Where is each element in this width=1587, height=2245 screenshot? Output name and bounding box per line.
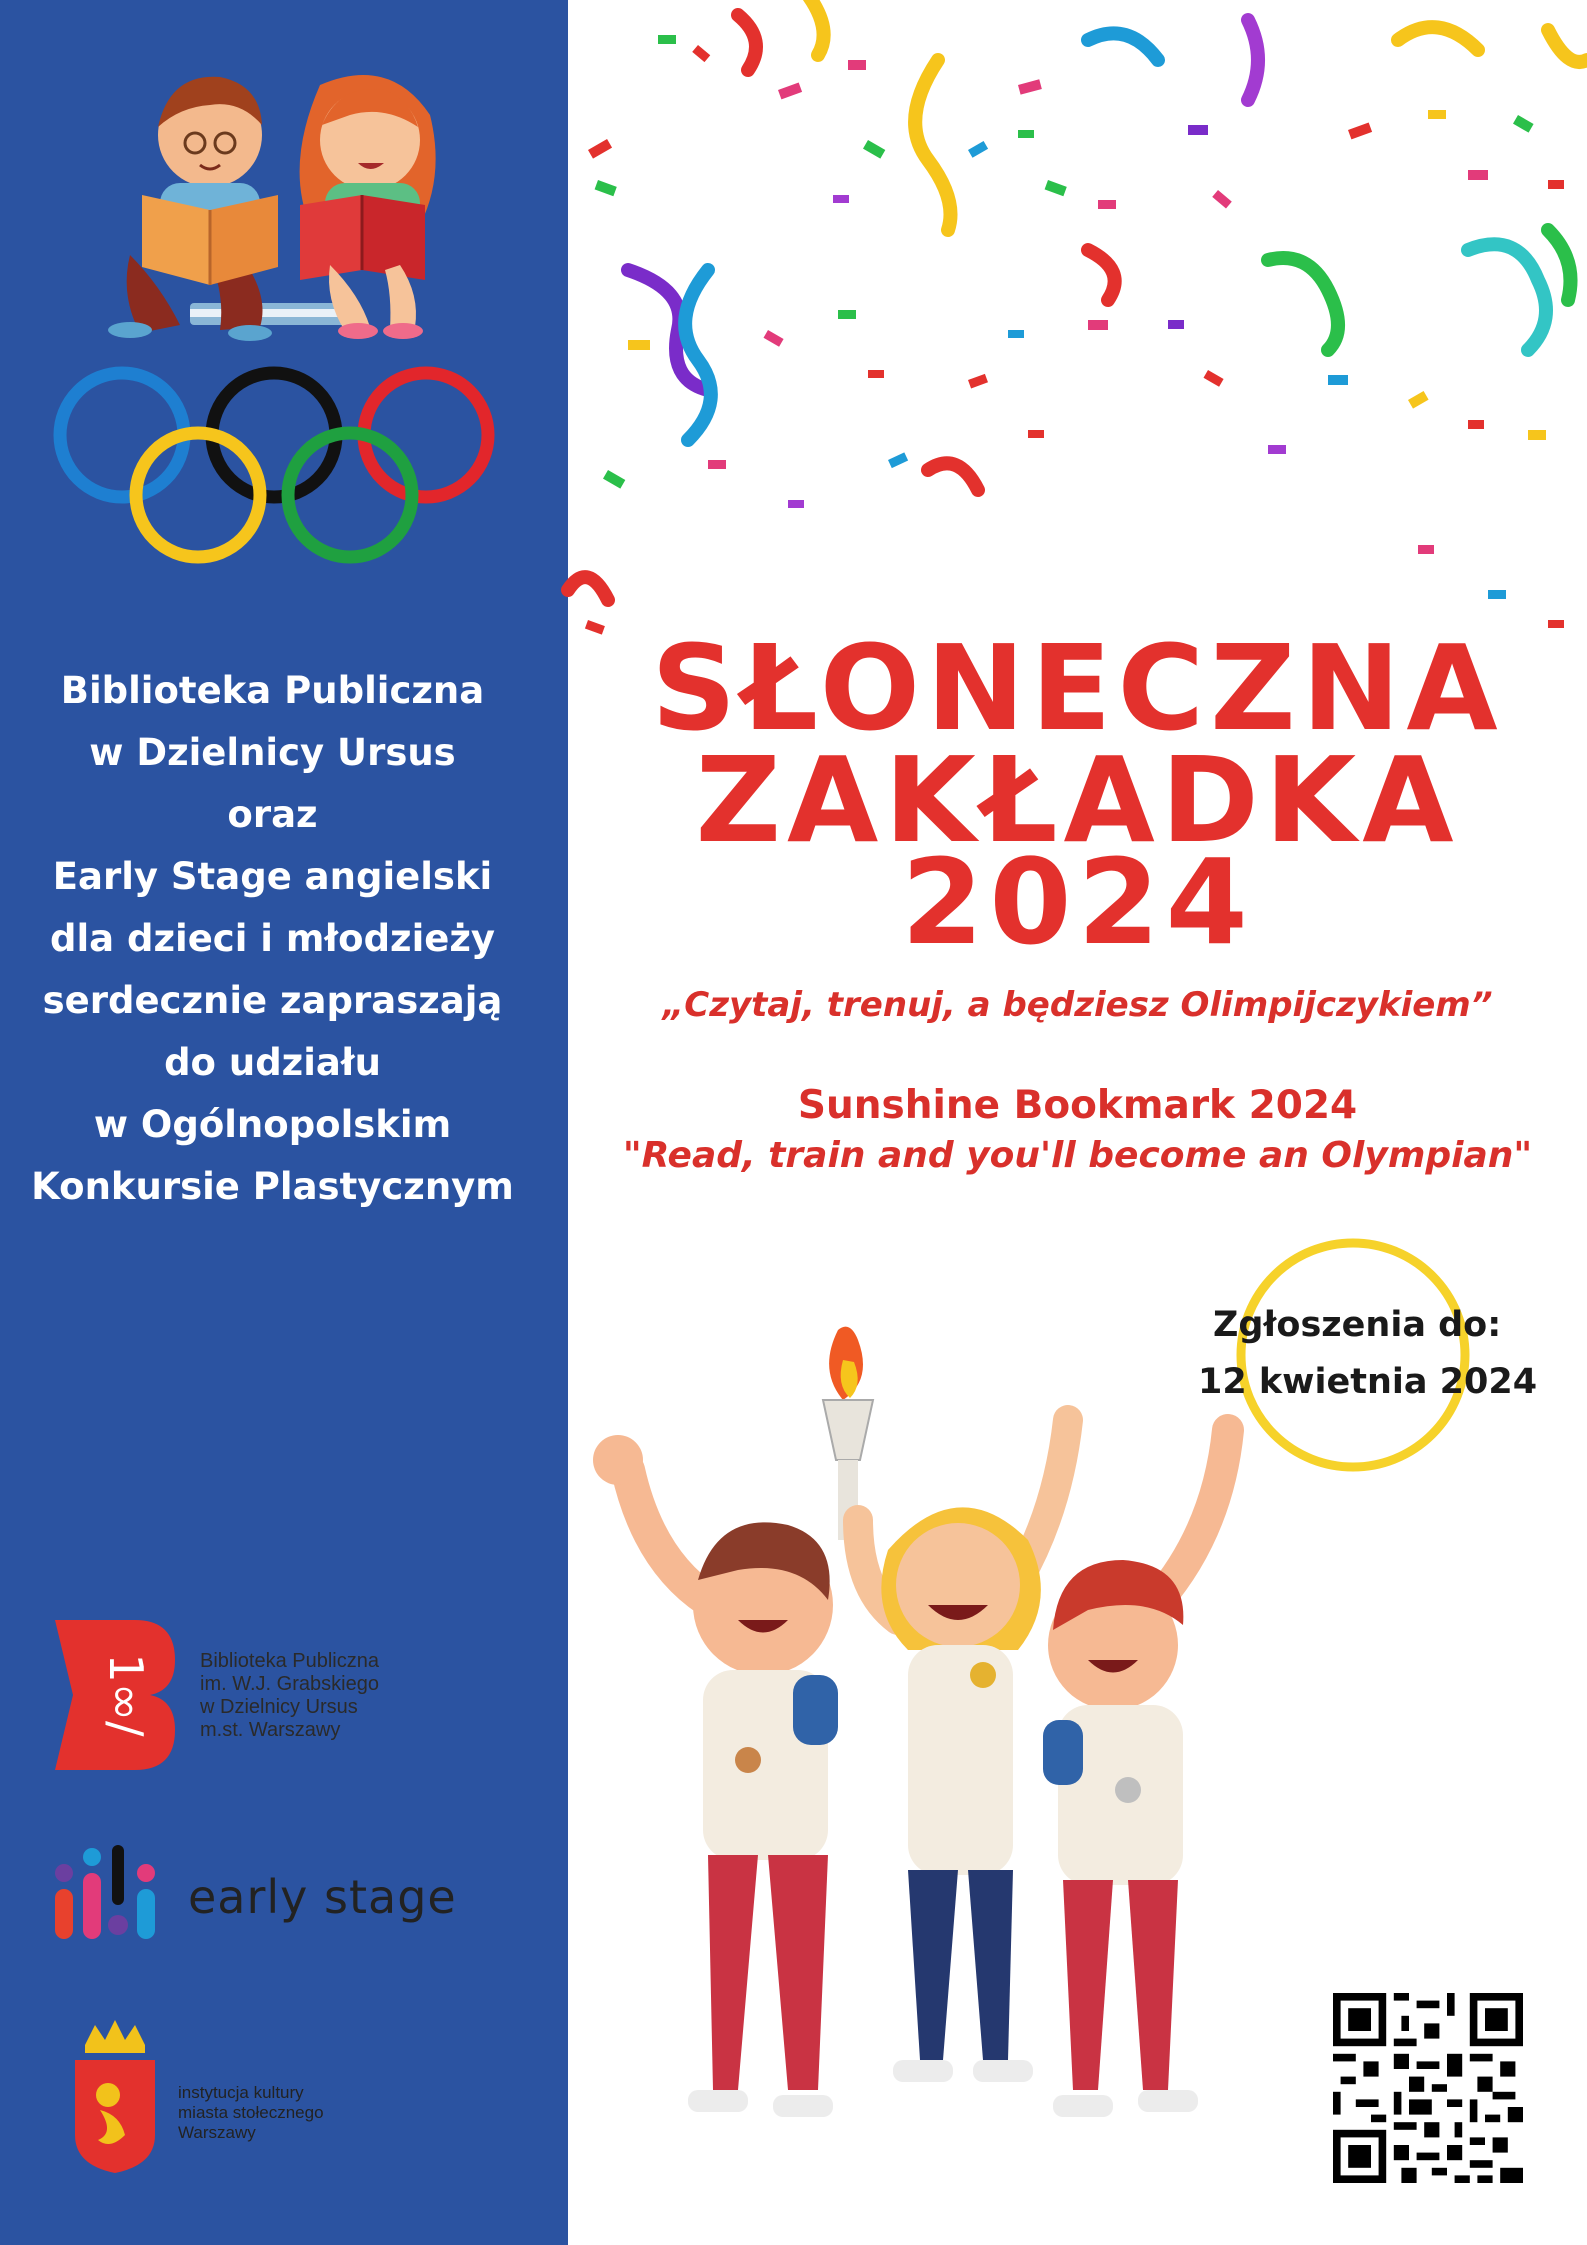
early-stage-logo-icon	[52, 1845, 162, 1945]
early-stage-text: early stage	[188, 1870, 457, 1924]
qr-code-icon	[1333, 1993, 1523, 2183]
main-title-year: 2024	[901, 833, 1254, 971]
invitation-line: w Dzielnicy Ursus	[89, 731, 456, 774]
deadline-label: Zgłoszenia do:	[1213, 1305, 1502, 1345]
confetti-decoration	[568, 0, 1587, 680]
invitation-text	[0, 660, 545, 1218]
main-panel	[568, 0, 1587, 2245]
polish-motto: „Czytaj, trenuj, a będziesz Olimpijczykiem”	[662, 985, 1493, 1025]
library-logo-line: im. W.J. Grabskiego	[200, 1673, 379, 1695]
invitation-line: Early Stage angielski	[52, 855, 493, 898]
institution-line: instytucja kultury	[178, 2083, 304, 2102]
athletes-illustration	[588, 1300, 1348, 2150]
library-logo-text	[200, 1650, 379, 1742]
kids-reading-illustration	[100, 55, 450, 345]
institution-line: Warszawy	[178, 2123, 256, 2142]
invitation-line: w Ogólnopolskim	[93, 1103, 452, 1146]
library-logo-line: m.st. Warszawy	[200, 1719, 341, 1741]
institution-line: miasta stołecznego	[178, 2103, 324, 2122]
invitation-line: oraz	[227, 793, 318, 836]
invitation-line: do udziału	[164, 1041, 381, 1084]
olympic-rings-icon	[50, 365, 500, 565]
invitation-line: Konkursie Plastycznym	[31, 1165, 514, 1208]
main-title-line1: SŁONECZNA	[651, 619, 1504, 757]
institution-text	[178, 2083, 324, 2143]
invitation-line: dla dzieci i młodzieży	[49, 917, 496, 960]
deadline-date: 12 kwietnia 2024	[1198, 1362, 1538, 1402]
library-logo-line: Biblioteka Publiczna	[200, 1650, 379, 1672]
english-motto: "Read, train and you'll become an Olympian"	[622, 1135, 1533, 1176]
invitation-line: Biblioteka Publiczna	[60, 669, 485, 712]
sidebar	[0, 0, 568, 2245]
english-title: Sunshine Bookmark 2024	[797, 1083, 1358, 1128]
invitation-line: serdecznie zapraszają	[42, 979, 503, 1022]
warsaw-crest-icon	[70, 2015, 160, 2175]
library-logo-glyph: 1∞/	[99, 1653, 153, 1737]
library-logo-line: w Dzielnicy Ursus	[200, 1696, 358, 1718]
main-title-line2: ZAKŁADKA	[695, 731, 1460, 869]
library-logo-icon	[55, 1620, 175, 1770]
